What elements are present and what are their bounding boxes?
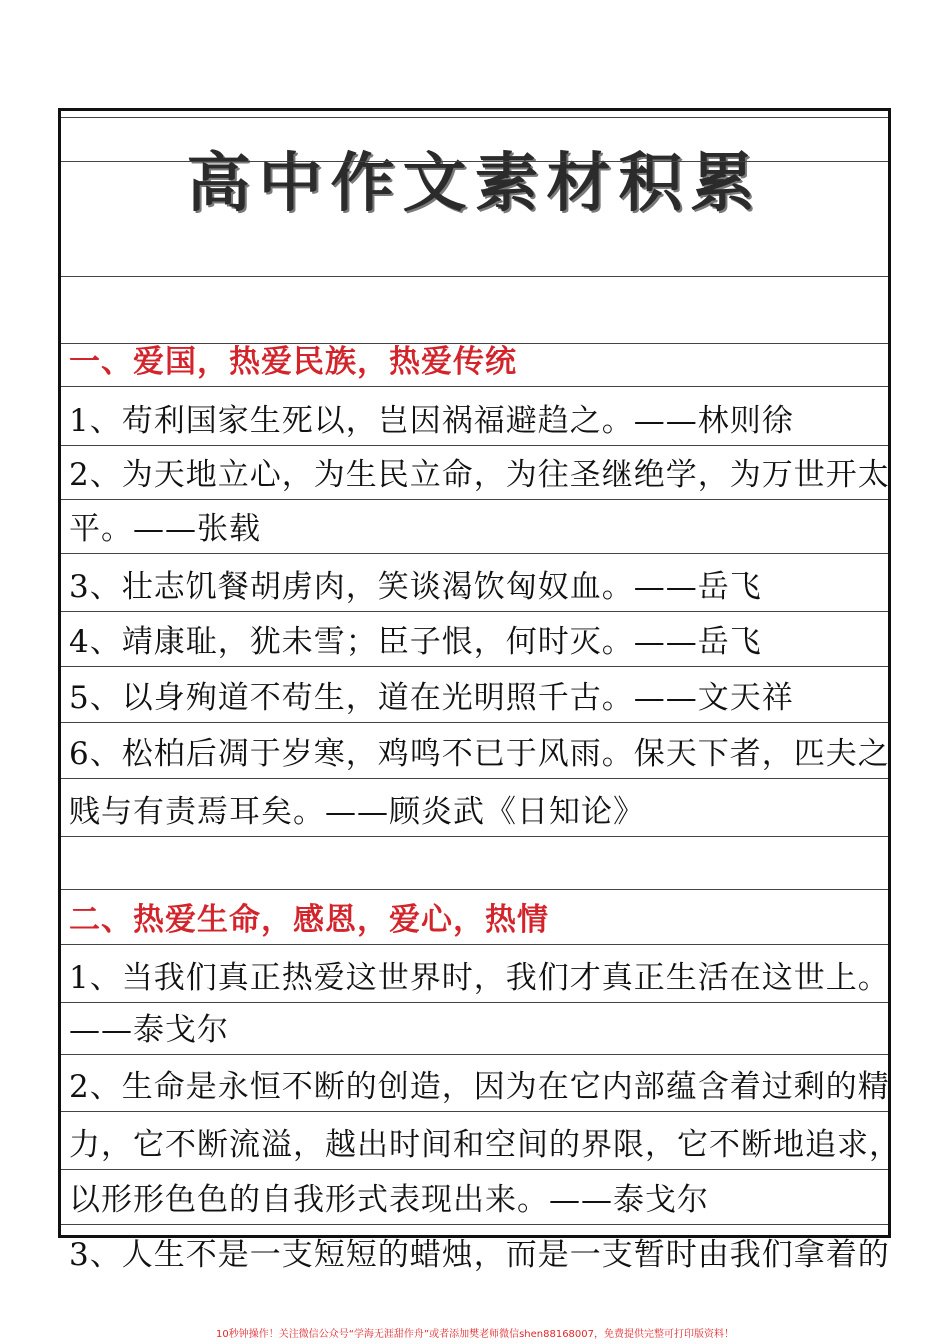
- quote-line: 以形形色色的自我形式表现出来。——泰戈尔: [69, 1182, 709, 1218]
- ruled-line: [61, 499, 888, 500]
- quote-line: 2、生命是永恒不断的创造，因为在它内部蕴含着过剩的精: [69, 1069, 890, 1105]
- ruled-line: [61, 944, 888, 945]
- quote-line: 6、松柏后凋于岁寒，鸡鸣不已于风雨。保天下者，匹夫之: [69, 736, 890, 772]
- ruled-line: [61, 117, 888, 118]
- quote-line: 1、苟利国家生死以，岂因祸福避趋之。——林则徐: [69, 403, 794, 439]
- quote-line: 平。——张载: [69, 511, 261, 547]
- ruled-line: [61, 161, 888, 162]
- quote-line: 力，它不断流溢，越出时间和空间的界限，它不断地追求，: [69, 1127, 901, 1163]
- footer-note: 10秒钟操作！关注微信公众号“学海无涯甜作舟”或者添加樊老师微信shen88168007，免费提供完整可打印版资料！: [215, 1329, 735, 1340]
- ruled-line: [61, 889, 888, 890]
- quote-line: 5、以身殉道不苟生，道在光明照千古。——文天祥: [69, 680, 794, 716]
- ruled-line: [61, 386, 888, 387]
- ruled-line: [61, 836, 888, 837]
- ruled-line: [61, 611, 888, 612]
- ruled-line: [61, 1002, 888, 1003]
- ruled-sheet: [58, 108, 901, 1273]
- section-heading: 一、爱国，热爱民族，热爱传统: [69, 344, 517, 380]
- ruled-line: [61, 778, 888, 779]
- ruled-line: [61, 722, 888, 723]
- ruled-line: [61, 445, 888, 446]
- ruled-line: [61, 666, 888, 667]
- ruled-line: [61, 1224, 888, 1225]
- quote-line: 1、当我们真正热爱这世界时，我们才真正生活在这世上。: [69, 960, 890, 996]
- ruled-line: [61, 1111, 888, 1112]
- quote-line: 4、靖康耻，犹未雪；臣子恨，何时灭。——岳飞: [69, 624, 762, 660]
- page-title: 高中作文素材积累: [186, 147, 763, 221]
- quote-line: 3、壮志饥餐胡虏肉，笑谈渴饮匈奴血。——岳飞: [69, 569, 762, 605]
- ruled-line: [61, 1169, 888, 1170]
- ruled-line: [61, 1054, 888, 1055]
- quote-line: ——泰戈尔: [69, 1012, 229, 1048]
- ruled-line: [61, 276, 888, 277]
- ruled-line: [61, 553, 888, 554]
- quote-line: 2、为天地立心，为生民立命，为往圣继绝学，为万世开太: [69, 457, 890, 493]
- quote-line: 贱与有责焉耳矣。——顾炎武《日知论》: [69, 794, 645, 830]
- section-heading: 二、热爱生命，感恩，爱心，热情: [69, 902, 549, 938]
- quote-line: 3、人生不是一支短短的蜡烛，而是一支暂时由我们拿着的: [69, 1237, 890, 1273]
